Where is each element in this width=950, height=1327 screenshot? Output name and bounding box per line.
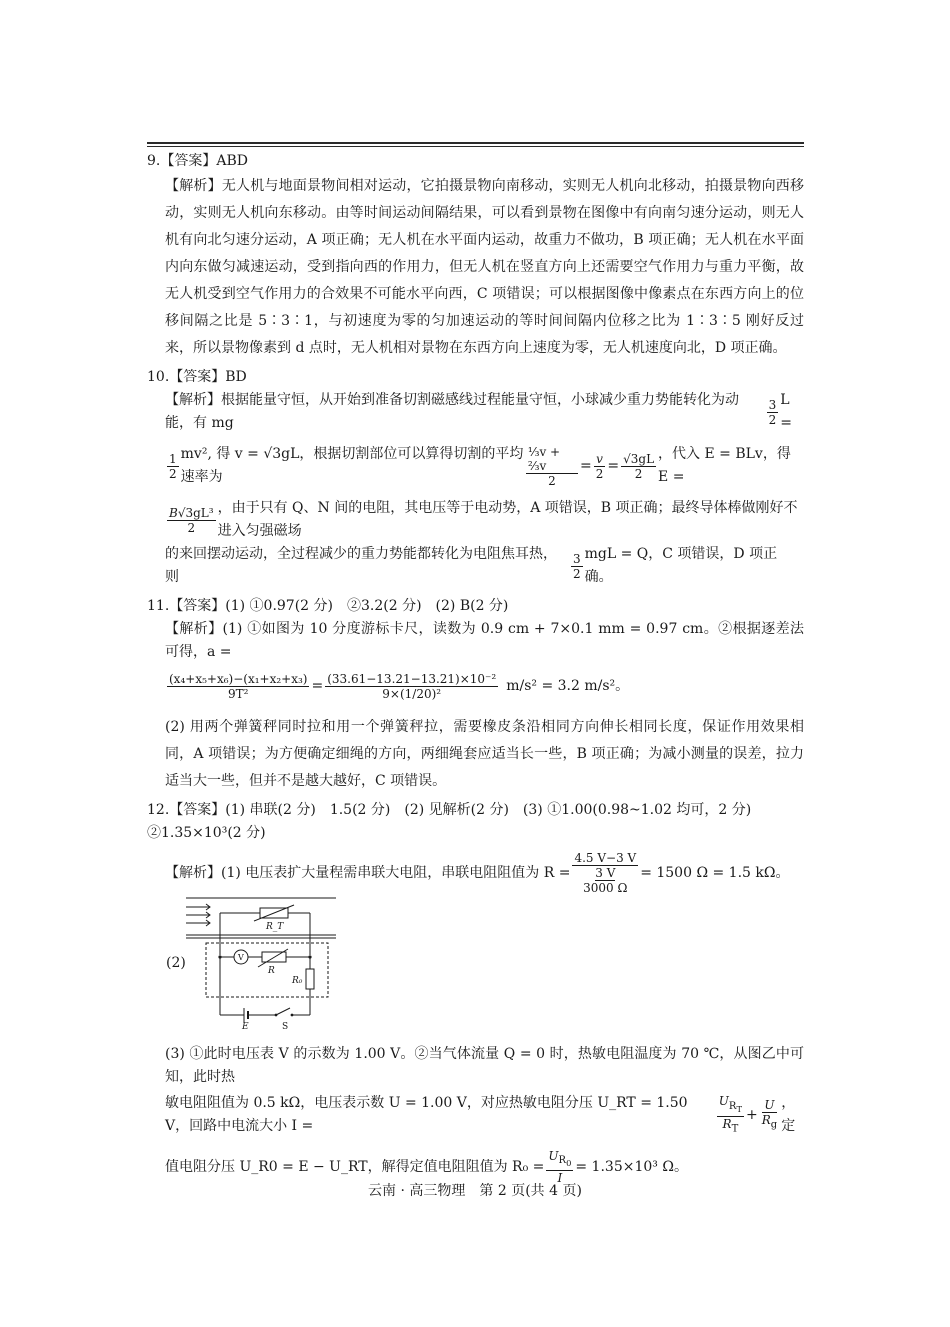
fraction-3-2: $\frac{3}{2}$: [768, 397, 777, 427]
q10-line4: [147, 543, 804, 589]
fraction-U-Rg: $\frac{U}{R_g}$: [761, 1097, 778, 1131]
q10-line1-end: L =: [780, 392, 792, 431]
fraction-3-2-b: $\frac{3}{2}$: [572, 551, 581, 581]
q10-line2: $\frac{1}{2}$ mv², 得 v = √3gL，根据切割部位可以算得切割的平均速率为 $\frac{\text{⅓v + ⅔v}}{2}$ = $\frac{v}{2}$ = $\frac{√3gL}{2}$ ，代入 E = BLv，得 E =: [147, 435, 804, 497]
label-S: S: [282, 1022, 289, 1030]
q10-line3: [147, 497, 804, 543]
q12-answer: 12.【答案】(1) 串联(2 分) 1.5(2 分) (2) 见解析(2 分) (3) ①1.00(0.98~1.02 均可，2 分) ②1.35×10³(2 分): [147, 802, 766, 841]
q10-line3-text: ，由于只有 Q、N 间的电阻，其电压等于电动势，A 项错误，B 项正确；最终导体棒做刚好不进入匀强磁场: [217, 500, 798, 539]
q12-line1b: = 1500 Ω = 1.5 kΩ。: [640, 864, 790, 881]
q9-answer: 9.【答案】ABD: [147, 153, 248, 169]
q11-formula: $\frac{\text{(x₄+x₅+x₆)−(x₁+x₂+x₃)}}{\text{9T²}}$ = $\frac{\text{(33.61−13.21−13.21)×10⁻²}}{\text{9×(1/20)²}}$ m/s² = 3.2 m/s²。: [169, 671, 630, 701]
q10-line2a: mv², 得 v = √3gL，根据切割部位可以算得切割的平均速率为: [180, 446, 524, 485]
q12-line1: [147, 845, 804, 901]
formula-tail: m/s² = 3.2 m/s²。: [506, 677, 630, 694]
q10-line4a: 的来回摆动运动，全过程减少的重力势能都转化为电阻焦耳热，则: [165, 546, 557, 585]
fraction-series-resistance: 4.5 V−3 V 3 V 3000 Ω: [574, 851, 637, 895]
q12-part3: [147, 1043, 804, 1193]
formula-fraction-1: $\frac{\text{(x₄+x₅+x₆)−(x₁+x₂+x₃)}}{\text{9T²}}$: [169, 671, 308, 701]
fraction-emf: $\frac{\text{B√3gL³}}{2}$: [169, 505, 214, 535]
fraction-1-2: $\frac{1}{2}$: [169, 451, 177, 481]
q11-part2: (2) 用两个弹簧秤同时拉和用一个弹簧秤拉，需要橡皮条沿相同方向伸长相同长度，保证作用效果相同，A 项错误；为方便确定细绳的方向，两细绳套应适当长一些，B 项正确；为减小测量的误差，拉力适当大一些，但并不是越大越好，C 项错误。: [165, 719, 804, 789]
label-V: V: [238, 953, 244, 962]
top-rule: [147, 142, 804, 144]
fraction-URT-RT: $\frac{U_{R_T}}{R_T}$: [718, 1094, 743, 1134]
circuit-diagram: [168, 895, 338, 1030]
label-R: R: [268, 966, 275, 976]
q10-line4b: mgL = Q，C 项错误，D 项正确。: [584, 546, 778, 585]
q9-analysis: 【解析】无人机与地面景物间相对运动，它拍摄景物向南移动，实则无人机向北移动，拍摄景物向西移动，实则无人机向东移动。由等时间运动间隔结果，可以看到景物在图像中有向南匀速分运动，则无人机有向北匀速分运动，A 项正确；无人机在水平面内运动，故重力不做功，B 项正确；无人机在水平面内向东做匀减速运动，受到指向西的作用力，但无人机在竖直方向上还需要空气作用力与重力平衡，故无人机受到空气作用力的合效果不可能水平向西，C 项错误；可以根据图像中像素点在东西方向上的位移间隔之比是 5∶3∶1，与初速度为零的匀加速运动的等时间间隔内位移之比为 1∶3∶5 刚好反过来，所以景物像素到 d 点时，无人机相对景物在东西方向上速度为零，无人机速度向北，D 项正确。: [165, 178, 804, 356]
q12-part3-line3b: = 1.35×10³ Ω。: [575, 1158, 688, 1175]
page-content: [147, 150, 804, 901]
label-RT: R_T: [266, 922, 284, 932]
q12-part3-line1: (3) ①此时电压表 V 的示数为 1.00 V。②当气体流量 Q = 0 时，热敏电阻温度为 70 ℃，从图乙中可知，此时热: [165, 1046, 804, 1085]
top-rule-thin: [147, 146, 804, 147]
q10-line1: [147, 389, 804, 435]
q11-answer: 11.【答案】(1) ①0.97(2 分) ②3.2(2 分) (2) B(2 分): [147, 598, 509, 614]
q12-part3-line3a: 值电阻分压 U_R0 = E − U_RT，解得定值电阻阻值为 R₀ =: [165, 1158, 545, 1175]
q12-line1a: 【解析】(1) 电压表扩大量程需串联大电阻，串联电阻阻值为 R =: [165, 864, 571, 881]
fraction-avg-velocity: $\frac{\text{⅓v + ⅔v}}{2}$: [526, 445, 578, 488]
formula-fraction-2: $\frac{\text{(33.61−13.21−13.21)×10⁻²}}{\text{9×(1/20)²}}$: [327, 671, 497, 701]
q12-part3-line2: 敏电阻阻值为 0.5 kΩ，电压表示数 U = 1.00 V，对应热敏电阻分压 U_RT = 1.50 V，回路中电流大小 I = $\frac{U_{R_T}}{R_T}$ + $\frac{U}{R_g}$ ，定: [147, 1089, 804, 1141]
q11-line1: 【解析】(1) ①如图为 10 分度游标卡尺，读数为 0.9 cm + 7×0.1 mm = 0.97 cm。②根据逐差法可得，a =: [165, 621, 804, 660]
circuit-label: (2): [166, 955, 186, 971]
q12-part3-line2a: 敏电阻阻值为 0.5 kΩ，电压表示数 U = 1.00 V，对应热敏电阻分压 U_RT = 1.50 V，回路中电流大小 I =: [165, 1095, 688, 1134]
fraction-UR0-I: $\frac{U_{R_0}}{I}$: [548, 1148, 572, 1186]
page-footer: 云南 · 高三物理 第 2 页(共 4 页): [368, 1183, 582, 1199]
q10-line1-text: 【解析】根据能量守恒，从开始到准备切割磁感线过程能量守恒，小球减少重力势能转化为动能，有 mg: [165, 392, 739, 431]
label-R0: R₀: [292, 976, 303, 986]
fraction-v-2: $\frac{v}{2}$: [595, 451, 604, 481]
label-E: E: [242, 1022, 249, 1030]
q10-answer: 10.【答案】BD: [147, 369, 247, 385]
q10-line2b: ，代入 E = BLv，得 E =: [658, 446, 791, 485]
fraction-sqrt-3gL-2: $\frac{√3gL}{2}$: [623, 451, 655, 481]
q12-part3-line2b: ，定: [781, 1095, 796, 1134]
